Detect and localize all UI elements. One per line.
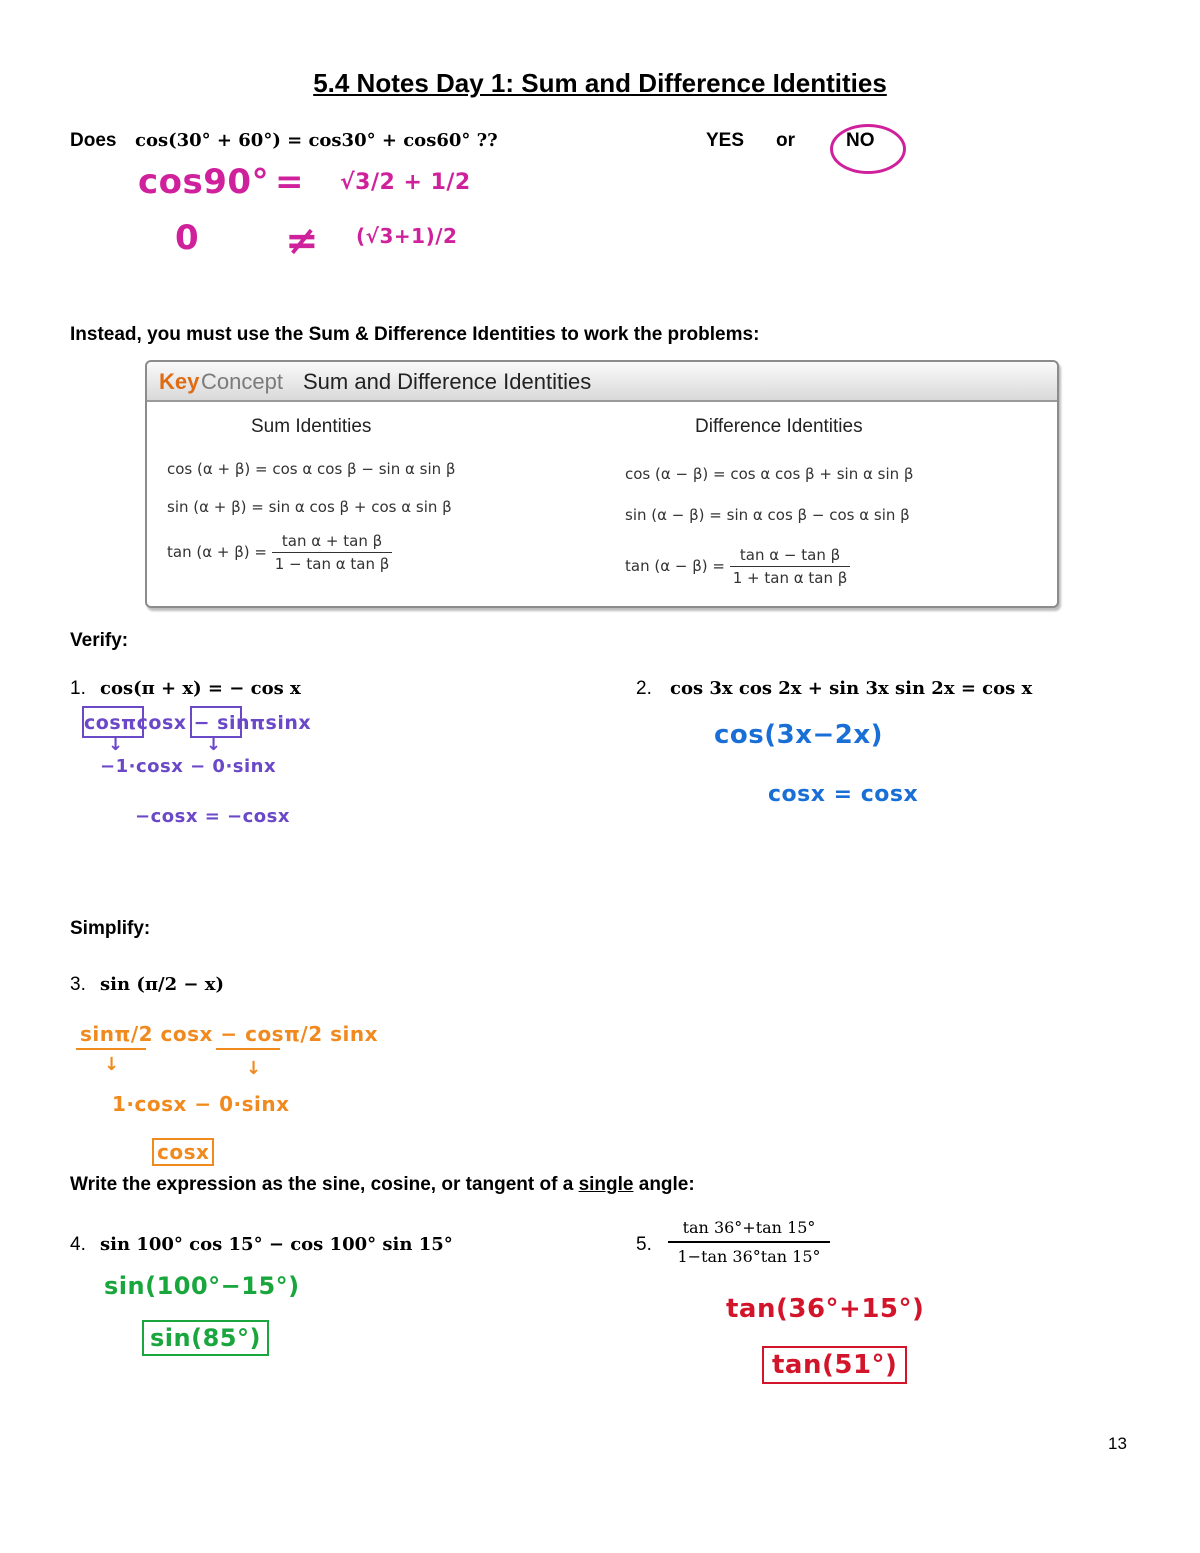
problem-3-number: 3. (70, 974, 86, 995)
page-title: 5.4 Notes Day 1: Sum and Difference Identities (313, 68, 887, 98)
sum-tan-fraction (272, 532, 393, 573)
p1-arrow-1: ↓ (108, 734, 124, 755)
hw-cos90: cos90° (138, 162, 270, 202)
sum-tan-lhs: tan (α + β) = (167, 543, 267, 561)
problem-2-number: 2. (636, 678, 652, 699)
sum-tan-identity (167, 532, 392, 573)
key-concept-subtitle: Sum and Difference Identities (303, 369, 592, 394)
write-heading (70, 1174, 695, 1196)
diff-tan-identity (625, 546, 850, 587)
hw-zero: 0 (175, 218, 200, 258)
p1-arrow-2: ↓ (206, 734, 222, 755)
problem-1-number: 1. (70, 678, 86, 699)
problem-2-expression: cos 3x cos 2x + sin 3x sin 2x = cos x (670, 678, 1033, 699)
p2-work-line2: cosx = cosx (768, 782, 919, 807)
sum-identities-header: Sum Identities (251, 416, 372, 437)
sum-tan-denominator: 1 − tan α tan β (274, 555, 390, 573)
p3-work-line2: 1·cosx − 0·sinx (112, 1092, 290, 1116)
p5-work-line1: tan(36°+15°) (726, 1294, 925, 1324)
no-circle (830, 124, 906, 174)
p4-work-line1: sin(100°−15°) (104, 1272, 300, 1300)
hw-equals: = (275, 162, 304, 202)
key-concept-box (145, 360, 1059, 608)
verify-heading: Verify: (70, 630, 129, 651)
diff-tan-fraction (730, 546, 851, 587)
p3-answer-box: cosx (152, 1138, 214, 1166)
p3-arrow-2: ↓ (246, 1058, 262, 1079)
write-heading-text: Write the expression as the sine, cosine, or tangent of a (70, 1174, 574, 1195)
p3-work-line1: sinπ/2 cosx − cosπ/2 sinx (80, 1022, 378, 1046)
p3-underline-1 (76, 1048, 146, 1050)
hw-result: (√3+1)/2 (356, 224, 458, 248)
problem-5-denominator: 1−tan 36°tan 15° (677, 1247, 821, 1266)
page-number: 13 (1108, 1434, 1127, 1453)
difference-identities-header: Difference Identities (695, 416, 863, 437)
simplify-heading: Simplify: (70, 918, 151, 939)
p1-work-line2: −1·cosx − 0·sinx (100, 756, 277, 777)
problem-5-number: 5. (636, 1234, 652, 1255)
p3-underline-2 (216, 1048, 280, 1050)
diff-cos-identity: cos (α − β) = cos α cos β + sin α sin β (625, 465, 914, 483)
p4-answer-box: sin(85°) (142, 1320, 269, 1356)
hw-not-equal: ≠ (285, 218, 320, 264)
diff-tan-numerator: tan α − tan β (730, 546, 851, 567)
p5-answer-box: tan(51°) (762, 1346, 907, 1384)
instead-text: Instead, you must use the Sum & Difference Identities to work the problems: (70, 324, 760, 345)
hw-sum-values: √3/2 + 1/2 (340, 170, 471, 195)
question-does: Does (70, 130, 117, 151)
problem-3-expression: sin (π/2 − x) (100, 974, 224, 995)
sum-tan-numerator: tan α + tan β (272, 532, 393, 553)
diff-sin-identity: sin (α − β) = sin α cos β − cos α sin β (625, 506, 910, 524)
answer-no: NO (846, 130, 875, 151)
problem-5-fraction (668, 1218, 830, 1266)
key-concept-header (147, 362, 1057, 402)
answer-yes: YES (706, 130, 745, 151)
diff-tan-denominator: 1 + tan α tan β (732, 569, 848, 587)
write-heading-single: single (578, 1174, 634, 1195)
problem-5-numerator: tan 36°+tan 15° (668, 1218, 830, 1243)
problem-4-expression: sin 100° cos 15° − cos 100° sin 15° (100, 1234, 453, 1255)
sum-cos-identity: cos (α + β) = cos α cos β − sin α sin β (167, 460, 456, 478)
write-heading-end: angle: (638, 1174, 695, 1195)
answer-or: or (776, 130, 795, 151)
key-label: Key (159, 369, 200, 394)
problem-1-expression: cos(π + x) = − cos x (100, 678, 301, 699)
p3-arrow-1: ↓ (104, 1054, 120, 1075)
p2-work-line1: cos(3x−2x) (714, 720, 884, 750)
diff-tan-lhs: tan (α − β) = (625, 557, 725, 575)
p1-work-line1: cosπcosx − sinπsinx (84, 712, 312, 734)
sum-sin-identity: sin (α + β) = sin α cos β + cos α sin β (167, 498, 452, 516)
problem-4-number: 4. (70, 1234, 86, 1255)
concept-label: Concept (201, 369, 283, 394)
question-expression: cos(30° + 60°) = cos30° + cos60° ?? (135, 130, 498, 151)
p1-work-line3: −cosx = −cosx (135, 806, 290, 827)
